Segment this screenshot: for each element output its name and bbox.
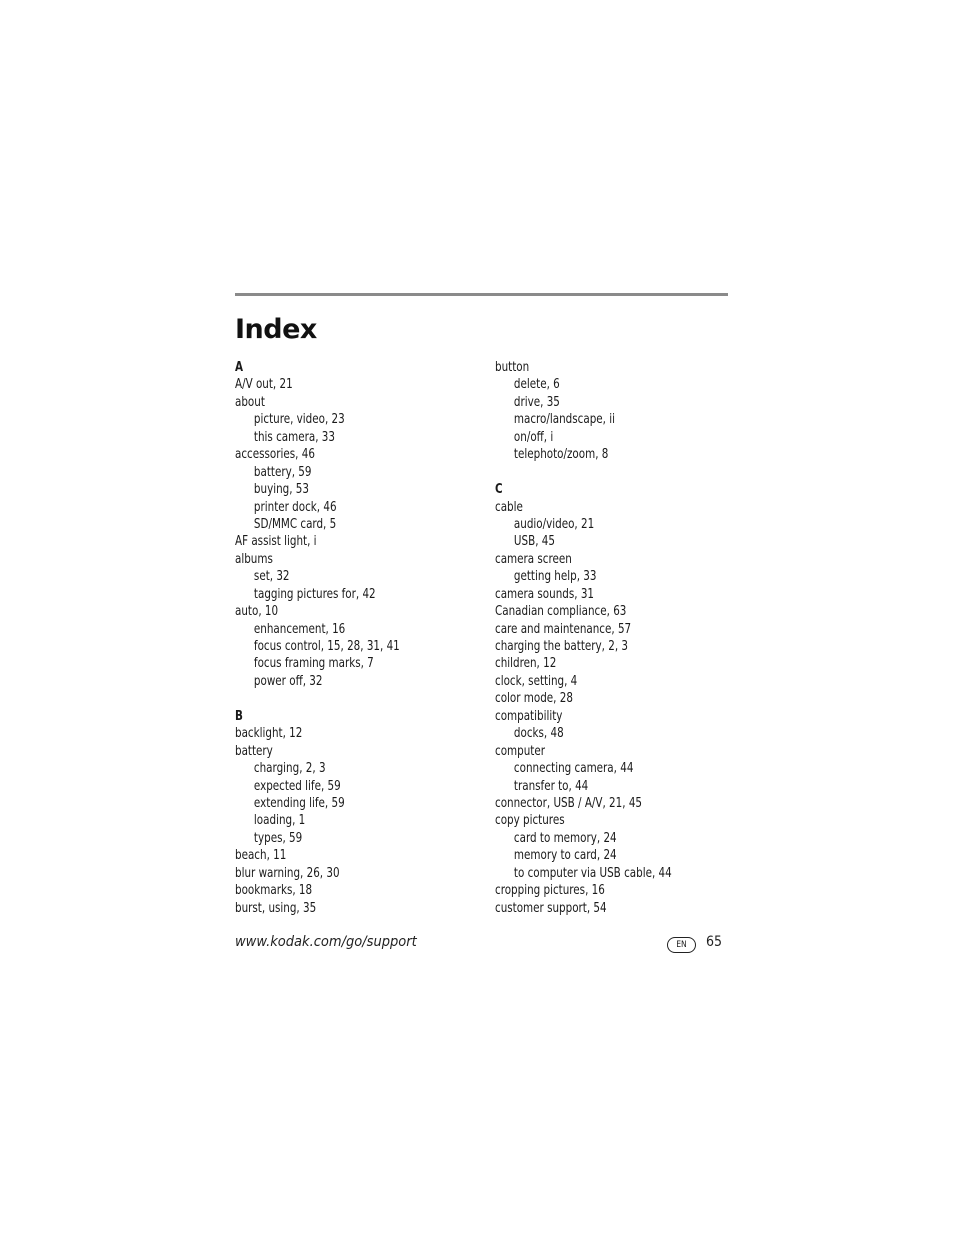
index-entry: cropping pictures, 16 xyxy=(495,883,605,899)
index-subentry: docks, 48 xyxy=(513,726,564,742)
index-subentry: this camera, 33 xyxy=(253,429,336,445)
index-subentry: SD/MMC card, 5 xyxy=(253,516,337,532)
index-subentry: focus control, 15, 28, 31, 41 xyxy=(253,639,400,654)
index-entry: backlight, 12 xyxy=(235,726,303,742)
index-entry: about xyxy=(235,394,265,410)
index-entry: bookmarks, 18 xyxy=(235,883,313,899)
index-entry: cable xyxy=(495,499,523,515)
index-subentry: power off, 32 xyxy=(253,673,323,689)
index-section-letter: C xyxy=(495,482,503,498)
index-section-letter: B xyxy=(235,708,243,724)
index-subentry: types, 59 xyxy=(253,830,303,846)
index-subentry: set, 32 xyxy=(253,569,290,585)
index-entry: care and maintenance, 57 xyxy=(495,621,632,637)
language-badge: EN xyxy=(667,937,696,953)
index-entry: auto, 10 xyxy=(235,604,279,620)
index-subentry: focus framing marks, 7 xyxy=(253,656,374,672)
index-subentry: memory to card, 24 xyxy=(513,848,617,864)
index-entry: battery xyxy=(235,743,273,759)
index-subentry: audio/video, 21 xyxy=(513,516,595,532)
index-entry: connector, USB / A/V, 21, 45 xyxy=(495,795,643,811)
index-subentry: tagging pictures for, 42 xyxy=(253,586,376,602)
header-rule xyxy=(235,293,728,296)
index-entry: AF assist light, i xyxy=(235,534,317,550)
support-url: www.kodak.com/go/support xyxy=(235,934,417,950)
index-subentry: to computer via USB cable, 44 xyxy=(513,865,672,881)
index-entry: beach, 11 xyxy=(235,848,287,864)
index-subentry: loading, 1 xyxy=(253,813,306,829)
index-subentry: printer dock, 46 xyxy=(253,499,337,515)
index-entry: copy pictures xyxy=(495,813,565,829)
index-subentry: connecting camera, 44 xyxy=(513,761,634,777)
index-subentry: enhancement, 16 xyxy=(253,621,346,637)
index-entry: camera screen xyxy=(495,551,572,567)
index-subentry: transfer to, 44 xyxy=(513,778,589,794)
index-spacer xyxy=(495,464,710,481)
index-entry: blur warning, 26, 30 xyxy=(235,865,340,881)
index-column-right xyxy=(495,359,745,917)
index-entry: accessories, 46 xyxy=(235,447,315,463)
index-subentry: battery, 59 xyxy=(253,464,312,480)
index-subentry: telephoto/zoom, 8 xyxy=(513,447,609,463)
index-subentry: on/off, i xyxy=(513,429,554,445)
index-subentry: USB, 45 xyxy=(513,534,555,550)
index-subentry: extending life, 59 xyxy=(253,795,345,811)
index-subentry: card to memory, 24 xyxy=(513,830,617,846)
index-entry: camera sounds, 31 xyxy=(495,586,595,602)
index-subentry: macro/landscape, ii xyxy=(513,412,616,428)
index-entry: A/V out, 21 xyxy=(235,377,293,393)
index-subentry: getting help, 33 xyxy=(513,569,597,585)
index-section-letter: A xyxy=(235,360,244,375)
index-entry: computer xyxy=(495,743,545,759)
index-entry: burst, using, 35 xyxy=(235,900,317,916)
index-subentry: expected life, 59 xyxy=(253,778,341,794)
index-entry: albums xyxy=(235,551,273,567)
index-entry: clock, setting, 4 xyxy=(495,673,578,689)
index-subentry: picture, video, 23 xyxy=(253,412,345,428)
index-entry: compatibility xyxy=(495,708,563,724)
index-entry: Canadian compliance, 63 xyxy=(495,604,627,620)
index-subentry: delete, 6 xyxy=(513,377,560,393)
index-spacer xyxy=(235,690,450,707)
index-column-left xyxy=(235,359,485,917)
index-subentry: charging, 2, 3 xyxy=(253,761,326,777)
index-entry: color mode, 28 xyxy=(495,691,573,707)
index-entry: charging the battery, 2, 3 xyxy=(495,639,629,654)
index-subentry: drive, 35 xyxy=(513,394,560,410)
index-entry: children, 12 xyxy=(495,656,557,672)
page-number: 65 xyxy=(706,934,723,950)
index-entry: button xyxy=(495,360,530,375)
index-entry: customer support, 54 xyxy=(495,900,607,916)
index-subentry: buying, 53 xyxy=(253,482,309,498)
page-title: Index xyxy=(235,314,317,345)
